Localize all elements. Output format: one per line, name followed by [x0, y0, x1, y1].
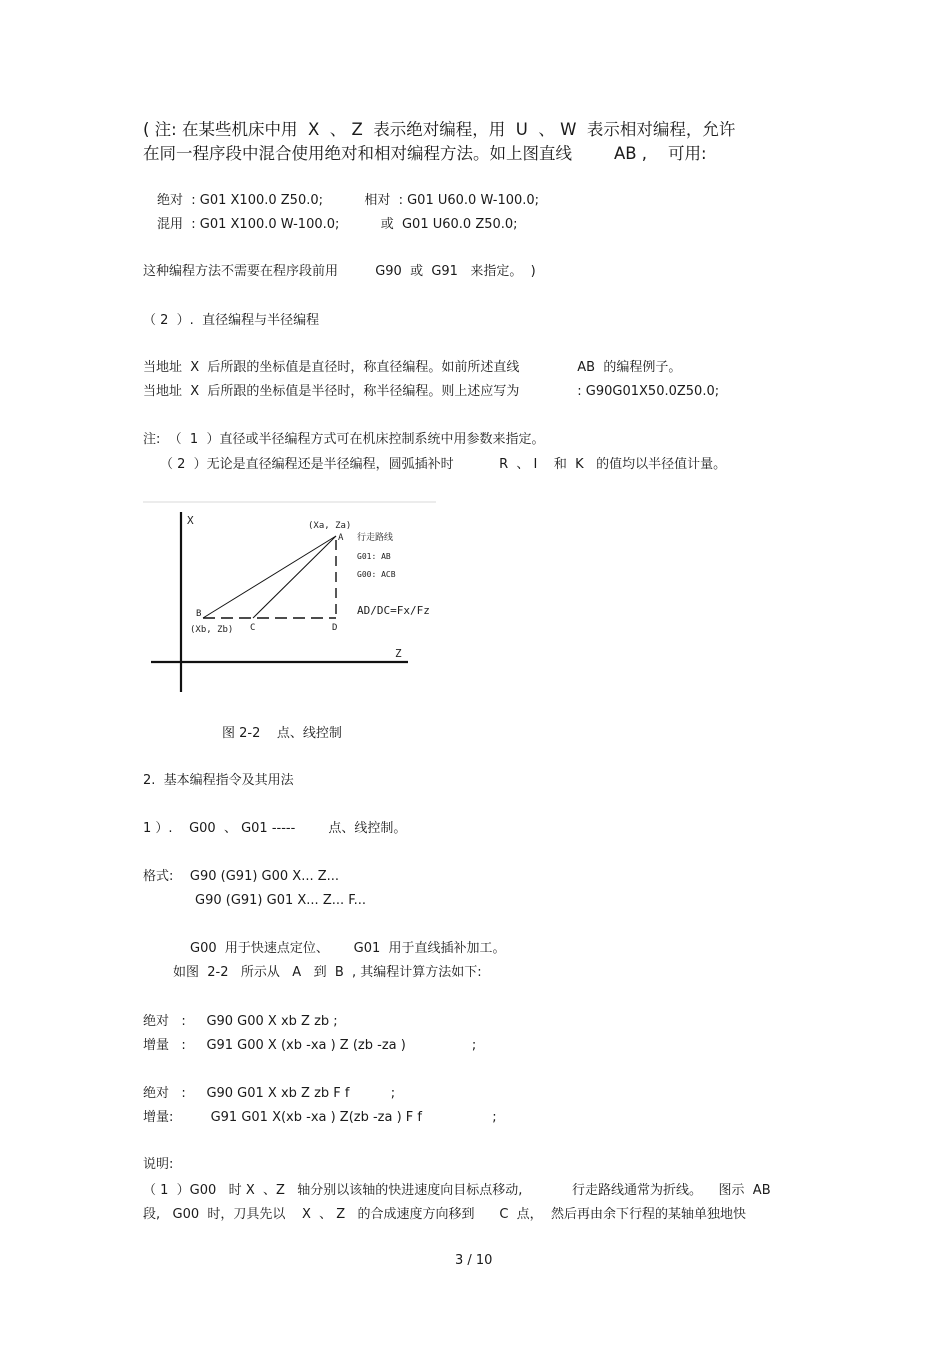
- code-line-absolute-relative: 绝对 : G01 X100.0 Z50.0; 相对 : G01 U60.0 W-100.0;: [157, 193, 540, 208]
- legend-g00: G00: ACB: [357, 570, 396, 579]
- code-line-mixed: 混用 : G01 X100.0 W-100.0; 或 G01 U60.0 Z50.0;: [157, 217, 518, 232]
- point-b-coord: (Xb, Zb): [190, 625, 234, 635]
- figure-point-line-control: [143, 500, 438, 700]
- format-line-1: 格式: G90 (G91) G00 X... Z...: [143, 869, 340, 884]
- point-c-label: C: [250, 623, 256, 633]
- note-line-2: 在同一程序段中混合使用绝对和相对编程方法。如上图直线 AB , 可用:: [143, 144, 707, 163]
- explanation-line-1: （ 1 ）G00 时 X 、Z 轴分别以该轴的快进速度向目标点移动, 行走路线通常为折线。 图示 AB: [143, 1183, 771, 1198]
- example-intro: 如图 2-2 所示从 A 到 B , 其编程计算方法如下:: [173, 965, 482, 980]
- point-a-label: A: [338, 533, 344, 543]
- abs-g01-line: 绝对 : G90 G01 X xb Z zb F f ;: [143, 1086, 396, 1101]
- ratio-label: AD/DC=Fx/Fz: [357, 604, 430, 617]
- g00-g01-usage: G00 用于快速点定位、 G01 用于直线插补加工。: [190, 941, 506, 956]
- x-axis-label: X: [187, 514, 194, 527]
- legend-g01: G01: AB: [357, 552, 391, 561]
- radius-programming-text: 当地址 X 后所跟的坐标值是半径时，称半径编程。则上述应写为 : G90G01X50.0Z50.0;: [143, 384, 720, 399]
- note-line-1: ( 注: 在某些机床中用 X 、 Z 表示绝对编程，用 U 、 W 表示相对编程，允许: [143, 120, 736, 139]
- abs-g00-line: 绝对 : G90 G00 X xb Z zb ;: [143, 1014, 338, 1029]
- legend-title: 行走路线: [357, 533, 394, 543]
- z-axis-label: Z: [395, 647, 402, 660]
- inc-g00-line: 增量 : G91 G00 X (xb -xa ) Z (zb -za ) ;: [143, 1038, 477, 1053]
- line-ab: [203, 536, 336, 618]
- point-d-label: D: [332, 623, 338, 633]
- page-number: 3 / 10: [455, 1253, 493, 1268]
- note-close-line: 这种编程方法不需要在程序段前用 G90 或 G91 来指定。 ): [143, 264, 536, 279]
- note-item-2: （ 2 ）无论是直径编程还是半径编程，圆弧插补时 R 、 I 和 K 的值均以半径值计量。: [160, 457, 727, 472]
- note-item-1: 注: （ 1 ）直径或半径编程方式可在机床控制系统中用参数来指定。: [143, 432, 545, 447]
- diameter-programming-text: 当地址 X 后所跟的坐标值是直径时，称直径编程。如前所述直线 AB 的编程例子。: [143, 360, 682, 375]
- section-heading-basic-instructions: 2. 基本编程指令及其用法: [143, 773, 294, 788]
- inc-g01-line: 增量: G91 G01 X(xb -xa ) Z(zb -za ) F f ;: [143, 1110, 497, 1125]
- section-heading-diameter-radius: （ 2 ）. 直径编程与半径编程: [143, 313, 320, 328]
- line-ca: [253, 536, 336, 618]
- explanation-heading: 说明:: [143, 1157, 174, 1172]
- point-a-coord: (Xa, Za): [308, 521, 352, 531]
- subsection-g00-g01: 1 ）. G00 、 G01 ----- 点、线控制。: [143, 821, 407, 836]
- format-line-2: G90 (G91) G01 X... Z... F...: [195, 893, 367, 908]
- explanation-line-2: 段, G00 时，刀具先以 X 、 Z 的合成速度方向移到 C 点， 然后再由余下行程的某轴单独地快: [143, 1207, 746, 1222]
- figure-diagram: [143, 500, 438, 700]
- figure-caption: 图 2-2 点、线控制: [222, 726, 342, 741]
- point-b-label: B: [196, 609, 202, 619]
